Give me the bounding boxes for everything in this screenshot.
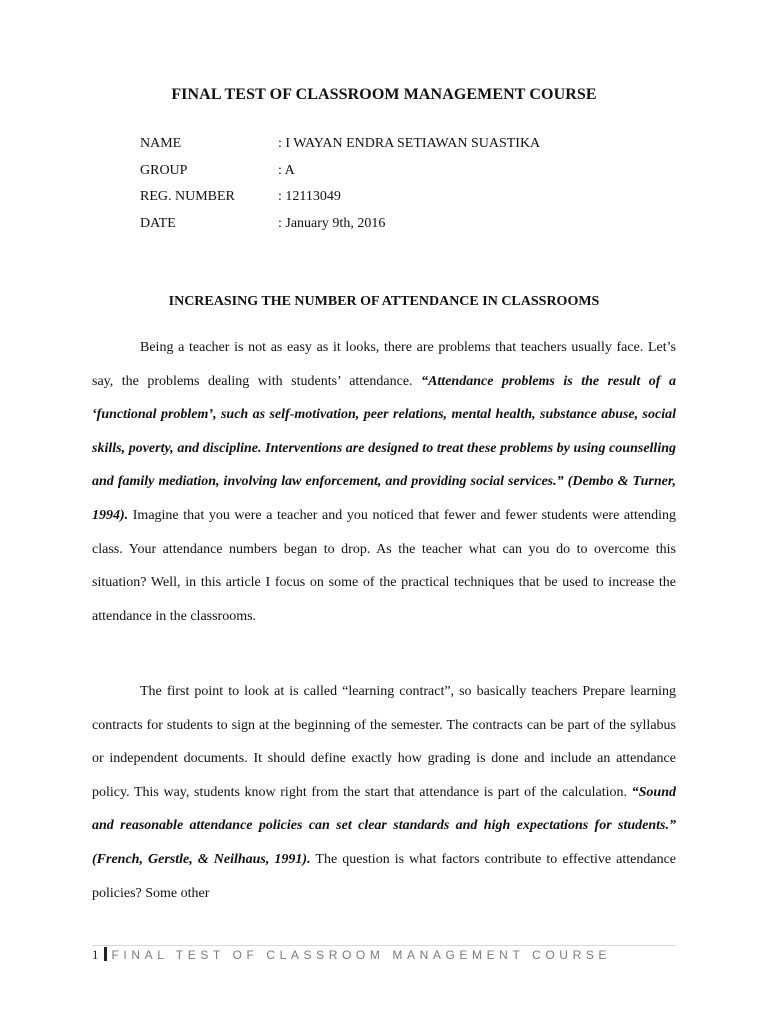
info-row-date — [140, 216, 660, 236]
quote-dembo-turner: “Attendance problems is the result of a ‘functional problem’, such as self-motivation, peer relations, mental health, substance abuse, social skills, poverty, and discipline. Interventions are designed to treat these problems by using counselling and family mediation, involving law enforcement, and providing social services.” (Dembo & Turner, 1994). — [92, 373, 676, 523]
info-label: DATE — [140, 216, 176, 231]
paragraph-intro: Being a teacher is not as easy as it looks, there are problems that teachers usually face. Let’s say, the problems dealing with students’ attendance. — [92, 340, 676, 389]
body-paragraph-1 — [92, 331, 676, 633]
article-heading: INCREASING THE NUMBER OF ATTENDANCE IN CLASSROOMS — [168, 294, 600, 309]
page-number: 1 — [92, 947, 99, 962]
paragraph-intro: The first point to look at is called “learning contract”, so basically teachers Prepare learning contracts for students to sign at the beginning of the semester. The contracts can be part of the syllabus or independent documents. It should define exactly how grading is done and include an attendance policy. This way, students know right from the start that attendance is part of the calculation. — [92, 684, 676, 800]
document-title: FINAL TEST OF CLASSROOM MANAGEMENT COURSE — [171, 86, 597, 103]
info-label: NAME — [140, 136, 182, 151]
info-value: : I WAYAN ENDRA SETIAWAN SUASTIKA — [278, 136, 541, 151]
info-value: : 12113049 — [278, 189, 341, 204]
info-label: GROUP — [140, 163, 188, 178]
footer-running-title: FINAL TEST OF CLASSROOM MANAGEMENT COURSE — [111, 948, 612, 962]
info-row-reg-number — [140, 189, 660, 209]
quote-french-gerstle: “Sound and reasonable attendance policies can set clear standards and high expectations for students.” (French, Gerstle, & Neilhaus, 1991). — [92, 784, 676, 867]
paragraph-rest: Imagine that you were a teacher and you noticed that fewer and fewer students were attending class. Your attendance numbers began to drop. As the teacher what can you do to overcome this situation? Well, in this article I focus on some of the practical techniques that be used to increase the attendance in the classrooms. — [92, 507, 676, 624]
paragraph-rest: The question is what factors contribute to effective attendance policies? Some other — [92, 851, 676, 901]
info-row-group — [140, 163, 660, 183]
body-paragraph-2 — [92, 675, 676, 910]
page-footer — [92, 947, 611, 963]
info-label: REG. NUMBER — [140, 189, 235, 204]
footer-separator — [104, 947, 107, 961]
info-row-name — [140, 136, 660, 156]
info-value: : January 9th, 2016 — [278, 216, 386, 231]
info-value: : A — [278, 163, 295, 178]
footer-divider — [92, 945, 676, 946]
